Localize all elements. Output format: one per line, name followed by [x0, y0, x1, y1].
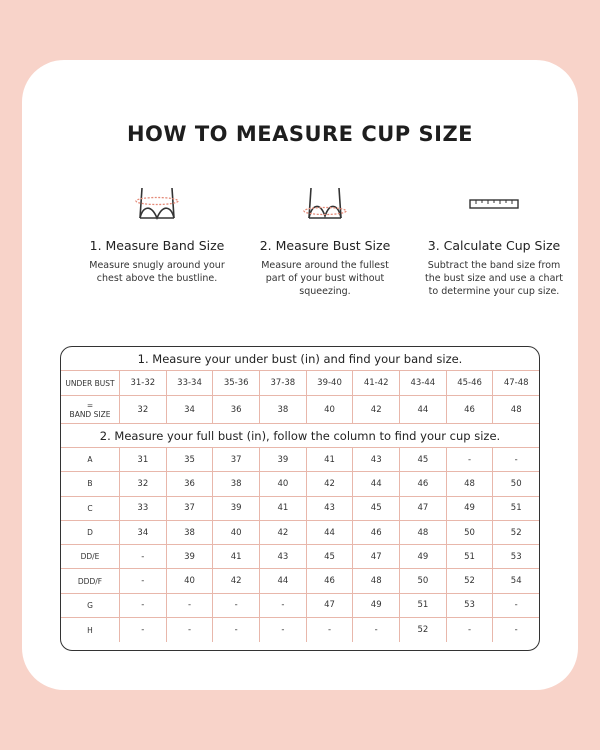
- cup-value-cell: 51: [492, 497, 539, 520]
- step-heading: 3. Calculate Cup Size: [427, 238, 561, 253]
- cup-value-cell: 38: [212, 472, 259, 495]
- cup-value-cell: 52: [446, 569, 493, 592]
- cup-value-cell: 48: [446, 472, 493, 495]
- cup-value-cell: 40: [166, 569, 213, 592]
- cup-row: [61, 594, 539, 618]
- cup-value-cell: 32: [119, 472, 166, 495]
- step-heading: 1. Measure Band Size: [89, 238, 225, 253]
- cup-value-cell: 40: [259, 472, 306, 495]
- underbust-cell: 33-34: [166, 371, 213, 395]
- band-cell: 44: [399, 396, 446, 423]
- band-size-label: = BAND SIZE: [69, 400, 111, 419]
- step-text: Measure around the fullest part of your bust without squeezing.: [261, 260, 389, 297]
- cup-value-cell: 39: [166, 545, 213, 568]
- band-cell: 38: [259, 396, 306, 423]
- cup-value-cell: 48: [352, 569, 399, 592]
- cup-value-cell: 51: [399, 594, 446, 617]
- cup-value-cell: -: [119, 569, 166, 592]
- cup-row: [61, 545, 539, 569]
- underbust-cell: 35-36: [212, 371, 259, 395]
- step-text: Measure snugly around your chest above the bustline.: [89, 260, 225, 284]
- cup-value-cell: -: [166, 594, 213, 617]
- cup-value-cell: 46: [352, 521, 399, 544]
- cup-value-cell: 40: [212, 521, 259, 544]
- underbust-row: [61, 371, 539, 396]
- cup-value-cell: 46: [306, 569, 353, 592]
- underbust-cell: 43-44: [399, 371, 446, 395]
- cup-value-cell: 33: [119, 497, 166, 520]
- cup-value-cell: 39: [212, 497, 259, 520]
- cup-value-cell: 50: [492, 472, 539, 495]
- tape-measure-icon: [404, 180, 584, 228]
- cup-label: G: [87, 600, 93, 610]
- cup-label: B: [87, 479, 93, 489]
- step-band-size: [67, 180, 247, 285]
- cup-value-cell: 49: [446, 497, 493, 520]
- cup-value-cell: 37: [212, 448, 259, 471]
- cup-value-cell: 39: [259, 448, 306, 471]
- cup-value-cell: 42: [259, 521, 306, 544]
- cup-value-cell: 45: [306, 545, 353, 568]
- cup-label: C: [87, 503, 93, 513]
- underbust-cell: 45-46: [446, 371, 493, 395]
- cup-value-cell: 47: [306, 594, 353, 617]
- cup-value-cell: -: [492, 594, 539, 617]
- cup-label: DDD/F: [77, 576, 103, 586]
- band-cell: 46: [446, 396, 493, 423]
- section-1-heading: 1. Measure your under bust (in) and find your band size.: [61, 347, 539, 371]
- cup-value-cell: 44: [352, 472, 399, 495]
- band-size-row: [61, 396, 539, 424]
- page-title: HOW TO MEASURE CUP SIZE: [126, 122, 474, 146]
- cup-row: [61, 618, 539, 642]
- steps-section: [22, 180, 578, 320]
- cup-value-cell: 34: [119, 521, 166, 544]
- cup-row: [61, 569, 539, 593]
- cup-value-cell: 53: [492, 545, 539, 568]
- cup-value-cell: -: [212, 618, 259, 642]
- cup-value-cell: 46: [399, 472, 446, 495]
- cup-row: [61, 472, 539, 496]
- underbust-cell: 39-40: [306, 371, 353, 395]
- cup-value-cell: 38: [166, 521, 213, 544]
- cup-value-cell: 42: [306, 472, 353, 495]
- step-bust-size: [235, 180, 415, 298]
- cup-value-cell: -: [446, 448, 493, 471]
- section-2-heading: 2. Measure your full bust (in), follow the column to find your cup size.: [61, 424, 539, 448]
- cup-value-cell: 47: [352, 545, 399, 568]
- cup-value-cell: 35: [166, 448, 213, 471]
- cup-value-cell: -: [492, 618, 539, 642]
- cup-value-cell: -: [259, 618, 306, 642]
- cup-value-cell: 43: [306, 497, 353, 520]
- cup-value-cell: -: [119, 618, 166, 642]
- cup-row: [61, 521, 539, 545]
- band-cell: 36: [212, 396, 259, 423]
- cup-value-cell: 54: [492, 569, 539, 592]
- cup-value-cell: 41: [259, 497, 306, 520]
- cup-value-cell: 45: [399, 448, 446, 471]
- cup-value-cell: -: [306, 618, 353, 642]
- cup-value-cell: 31: [119, 448, 166, 471]
- cup-row: [61, 497, 539, 521]
- cup-value-cell: 43: [352, 448, 399, 471]
- underbust-cell: 47-48: [492, 371, 539, 395]
- cup-label: D: [87, 528, 93, 538]
- underbust-cell: 41-42: [352, 371, 399, 395]
- cup-rows: [61, 448, 539, 642]
- cup-value-cell: 49: [399, 545, 446, 568]
- cup-value-cell: 41: [212, 545, 259, 568]
- cup-label: DD/E: [80, 552, 100, 562]
- cup-value-cell: 50: [399, 569, 446, 592]
- cup-value-cell: 43: [259, 545, 306, 568]
- cup-value-cell: 47: [399, 497, 446, 520]
- underbust-cell: 31-32: [119, 371, 166, 395]
- cup-value-cell: -: [446, 618, 493, 642]
- bra-band-icon: [67, 180, 247, 228]
- cup-row: [61, 448, 539, 472]
- band-cell: 40: [306, 396, 353, 423]
- band-cell: 42: [352, 396, 399, 423]
- cup-label: H: [87, 625, 93, 635]
- cup-value-cell: 53: [446, 594, 493, 617]
- step-heading: 2. Measure Bust Size: [259, 238, 391, 253]
- cup-value-cell: 49: [352, 594, 399, 617]
- cup-value-cell: 48: [399, 521, 446, 544]
- cup-value-cell: 41: [306, 448, 353, 471]
- underbust-label: UNDER BUST: [65, 378, 115, 388]
- underbust-cell: 37-38: [259, 371, 306, 395]
- size-chart-table: [60, 346, 540, 651]
- cup-label: A: [87, 455, 93, 465]
- cup-value-cell: 45: [352, 497, 399, 520]
- cup-value-cell: 52: [492, 521, 539, 544]
- cup-value-cell: -: [352, 618, 399, 642]
- cup-value-cell: -: [119, 594, 166, 617]
- cup-value-cell: -: [492, 448, 539, 471]
- cup-value-cell: -: [119, 545, 166, 568]
- cup-value-cell: 44: [259, 569, 306, 592]
- band-cell: 48: [492, 396, 539, 423]
- step-calculate-cup: [404, 180, 584, 298]
- info-card: [22, 60, 578, 690]
- cup-value-cell: 44: [306, 521, 353, 544]
- cup-value-cell: 37: [166, 497, 213, 520]
- cup-value-cell: 52: [399, 618, 446, 642]
- step-text: Subtract the band size from the bust size and use a chart to determine your cup size.: [424, 260, 564, 297]
- cup-value-cell: -: [259, 594, 306, 617]
- cup-value-cell: 42: [212, 569, 259, 592]
- cup-value-cell: 36: [166, 472, 213, 495]
- cup-value-cell: -: [212, 594, 259, 617]
- bra-bust-icon: [235, 180, 415, 228]
- cup-value-cell: 50: [446, 521, 493, 544]
- band-cell: 32: [119, 396, 166, 423]
- cup-value-cell: 51: [446, 545, 493, 568]
- band-cell: 34: [166, 396, 213, 423]
- cup-value-cell: -: [166, 618, 213, 642]
